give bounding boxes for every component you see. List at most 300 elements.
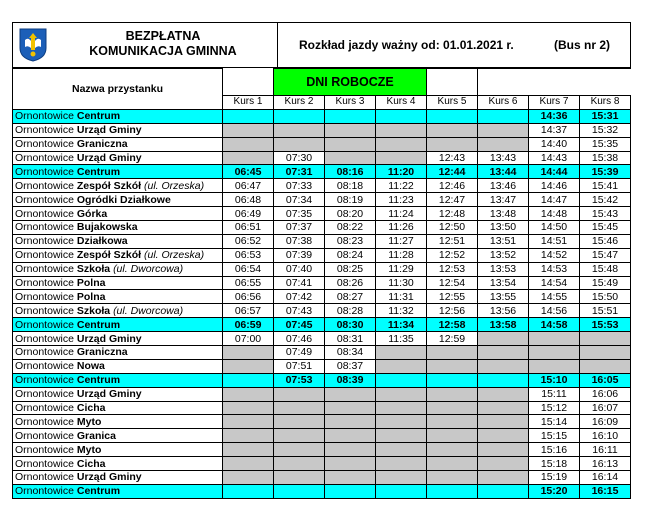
stop-name: Graniczna [76, 138, 128, 151]
header-spacer [223, 69, 274, 96]
departure-time: 12:54 [427, 276, 478, 290]
departure-time: 06:55 [223, 276, 274, 290]
stop-name: Ogródki Działkowe [76, 193, 171, 206]
departure-time [478, 123, 529, 137]
timetable-body [13, 109, 631, 498]
departure-time: 06:57 [223, 304, 274, 318]
departure-time: 12:55 [427, 290, 478, 304]
departure-time: 12:52 [427, 248, 478, 262]
departure-time: 15:47 [580, 248, 631, 262]
departure-time: 14:56 [529, 304, 580, 318]
stop-town: Ornontowice [15, 179, 74, 192]
departure-time [325, 401, 376, 415]
departure-time: 16:11 [580, 443, 631, 457]
departure-time: 14:53 [529, 262, 580, 276]
departure-time [376, 457, 427, 471]
stop-town: Ornontowice [15, 110, 74, 123]
departure-time [427, 137, 478, 151]
departure-time [223, 151, 274, 165]
departure-time [580, 346, 631, 360]
stop-name: Działkowa [76, 235, 128, 248]
departure-time: 15:14 [529, 415, 580, 429]
departure-time: 14:58 [529, 318, 580, 332]
stop-name-cell [13, 151, 223, 165]
departure-time [376, 443, 427, 457]
departure-time: 12:51 [427, 234, 478, 248]
kurs-header-6: Kurs 6 [478, 96, 529, 110]
departure-time: 15:46 [580, 234, 631, 248]
departure-time: 06:52 [223, 234, 274, 248]
bus-number: (Bus nr 2) [554, 38, 611, 52]
departure-time: 06:56 [223, 290, 274, 304]
departure-time: 15:19 [529, 471, 580, 485]
departure-time [427, 401, 478, 415]
departure-time: 06:48 [223, 193, 274, 207]
departure-time [223, 359, 274, 373]
departure-time: 07:40 [274, 262, 325, 276]
stop-name-cell [13, 221, 223, 235]
departure-time: 08:23 [325, 234, 376, 248]
departure-time [274, 137, 325, 151]
departure-time [427, 359, 478, 373]
stop-name-cell [13, 401, 223, 415]
stop-name-cell [13, 415, 223, 429]
departure-time: 15:35 [580, 137, 631, 151]
organization-name [51, 29, 275, 59]
departure-time: 14:43 [529, 151, 580, 165]
departure-time [478, 429, 529, 443]
departure-time: 06:49 [223, 207, 274, 221]
table-row [13, 373, 631, 387]
departure-time [274, 109, 325, 123]
departure-time: 07:53 [274, 373, 325, 387]
stop-name: Cicha [76, 402, 106, 415]
stop-town: Ornontowice [15, 290, 74, 303]
table-row [13, 332, 631, 346]
departure-time [478, 471, 529, 485]
stop-name: Polna [76, 290, 106, 303]
departure-time: 07:45 [274, 318, 325, 332]
stop-note: (ul. Dworcowa) [113, 263, 184, 276]
stop-name: Cicha [76, 457, 106, 470]
table-row [13, 346, 631, 360]
departure-time [223, 123, 274, 137]
departure-time [427, 373, 478, 387]
departure-time [376, 123, 427, 137]
departure-time: 08:25 [325, 262, 376, 276]
departure-time: 12:46 [427, 179, 478, 193]
departure-time [274, 484, 325, 498]
departure-time [427, 123, 478, 137]
kurs-header-5: Kurs 5 [427, 96, 478, 110]
departure-time: 08:24 [325, 248, 376, 262]
departure-time: 11:24 [376, 207, 427, 221]
stop-name-cell [13, 387, 223, 401]
stop-name-cell [13, 429, 223, 443]
departure-time: 15:32 [580, 123, 631, 137]
stop-town: Ornontowice [15, 249, 74, 262]
stop-name-cell [13, 207, 223, 221]
kurs-header-2: Kurs 2 [274, 96, 325, 110]
departure-time: 06:51 [223, 221, 274, 235]
stop-name-cell [13, 193, 223, 207]
stop-town: Ornontowice [15, 207, 74, 220]
stop-name-cell [13, 457, 223, 471]
departure-time: 15:18 [529, 457, 580, 471]
table-row [13, 429, 631, 443]
table-row [13, 471, 631, 485]
stop-name-cell [13, 179, 223, 193]
departure-time: 12:53 [427, 262, 478, 276]
stop-town: Ornontowice [15, 235, 74, 248]
stop-town: Ornontowice [15, 124, 74, 137]
departure-time: 08:27 [325, 290, 376, 304]
timetable [12, 68, 631, 499]
departure-time [325, 457, 376, 471]
departure-time: 07:41 [274, 276, 325, 290]
departure-time: 14:51 [529, 234, 580, 248]
departure-time: 13:58 [478, 318, 529, 332]
departure-time: 08:19 [325, 193, 376, 207]
departure-time [274, 401, 325, 415]
table-row [13, 415, 631, 429]
table-row [13, 484, 631, 498]
departure-time [478, 359, 529, 373]
kurs-header-3: Kurs 3 [325, 96, 376, 110]
departure-time: 07:46 [274, 332, 325, 346]
departure-time [274, 429, 325, 443]
departure-time [223, 484, 274, 498]
departure-time: 08:22 [325, 221, 376, 235]
departure-time [376, 346, 427, 360]
departure-time: 07:51 [274, 359, 325, 373]
stop-town: Ornontowice [15, 471, 74, 484]
stop-town: Ornontowice [15, 221, 74, 234]
departure-time [478, 457, 529, 471]
stop-name-cell [13, 332, 223, 346]
departure-time: 11:34 [376, 318, 427, 332]
departure-time [274, 415, 325, 429]
departure-time [325, 471, 376, 485]
departure-time [529, 332, 580, 346]
departure-time [325, 429, 376, 443]
departure-time [478, 415, 529, 429]
departure-time: 13:53 [478, 262, 529, 276]
departure-time [223, 471, 274, 485]
departure-time: 13:46 [478, 179, 529, 193]
departure-time [223, 401, 274, 415]
departure-time [580, 359, 631, 373]
departure-time: 07:42 [274, 290, 325, 304]
organization-line-2: KOMUNIKACJA GMINNA [89, 44, 237, 58]
departure-time [274, 457, 325, 471]
table-row [13, 304, 631, 318]
departure-time: 16:13 [580, 457, 631, 471]
departure-time: 12:58 [427, 318, 478, 332]
departure-time [223, 429, 274, 443]
departure-time [223, 457, 274, 471]
stop-note: (ul. Orzeska) [143, 179, 205, 192]
stop-town: Ornontowice [15, 193, 74, 206]
kurs-header-4: Kurs 4 [376, 96, 427, 110]
stop-note: (ul. Dworcowa) [113, 304, 184, 317]
departure-time: 15:38 [580, 151, 631, 165]
departure-time: 16:09 [580, 415, 631, 429]
departure-time [427, 415, 478, 429]
table-row [13, 151, 631, 165]
stop-town: Ornontowice [15, 318, 74, 331]
departure-time [427, 109, 478, 123]
departure-time: 14:36 [529, 109, 580, 123]
table-row [13, 165, 631, 179]
departure-time: 14:54 [529, 276, 580, 290]
departure-time: 14:37 [529, 123, 580, 137]
stop-town: Ornontowice [15, 402, 74, 415]
departure-time: 07:00 [223, 332, 274, 346]
departure-time [376, 415, 427, 429]
departure-time: 11:32 [376, 304, 427, 318]
departure-time: 13:52 [478, 248, 529, 262]
departure-time: 14:44 [529, 165, 580, 179]
stop-column-header: Nazwa przystanku [13, 69, 223, 110]
departure-time [223, 109, 274, 123]
departure-time: 08:30 [325, 318, 376, 332]
departure-time: 07:49 [274, 346, 325, 360]
departure-time [478, 332, 529, 346]
departure-time: 15:50 [580, 290, 631, 304]
stop-town: Ornontowice [15, 429, 74, 442]
departure-time [325, 151, 376, 165]
departure-time: 13:48 [478, 207, 529, 221]
stop-town: Ornontowice [15, 277, 74, 290]
departure-time [223, 373, 274, 387]
departure-time: 15:43 [580, 207, 631, 221]
stop-name-cell [13, 248, 223, 262]
departure-time: 07:37 [274, 221, 325, 235]
departure-time: 15:45 [580, 221, 631, 235]
table-row [13, 262, 631, 276]
table-row [13, 179, 631, 193]
departure-time: 13:56 [478, 304, 529, 318]
departure-time [376, 137, 427, 151]
stop-name-cell [13, 109, 223, 123]
departure-time [274, 471, 325, 485]
table-row [13, 318, 631, 332]
departure-time [325, 443, 376, 457]
departure-time: 14:50 [529, 221, 580, 235]
header-divider [277, 23, 278, 67]
departure-time: 11:23 [376, 193, 427, 207]
departure-time: 08:26 [325, 276, 376, 290]
departure-time: 14:48 [529, 207, 580, 221]
departure-time: 15:11 [529, 387, 580, 401]
departure-time: 12:44 [427, 165, 478, 179]
departure-time: 11:20 [376, 165, 427, 179]
departure-time: 15:48 [580, 262, 631, 276]
departure-time: 08:16 [325, 165, 376, 179]
header-box [12, 22, 631, 68]
day-type-label: DNI ROBOCZE [274, 69, 427, 96]
departure-time [529, 359, 580, 373]
departure-time [478, 137, 529, 151]
departure-time [427, 484, 478, 498]
stop-name-cell [13, 165, 223, 179]
departure-time [325, 123, 376, 137]
stop-name: Zespół Szkół [76, 249, 142, 262]
stop-name: Górka [76, 207, 108, 220]
stop-name: Centrum [76, 318, 121, 331]
stop-town: Ornontowice [15, 165, 74, 178]
stop-name-cell [13, 123, 223, 137]
table-row [13, 276, 631, 290]
table-row [13, 221, 631, 235]
table-row [13, 123, 631, 137]
departure-time: 11:29 [376, 262, 427, 276]
departure-time: 15:42 [580, 193, 631, 207]
departure-time: 15:20 [529, 484, 580, 498]
stop-name: Urząd Gminy [76, 471, 142, 484]
stop-name-cell [13, 373, 223, 387]
departure-time: 11:31 [376, 290, 427, 304]
departure-time [325, 137, 376, 151]
stop-name: Bujakowska [76, 221, 138, 234]
departure-time [325, 415, 376, 429]
departure-time [478, 109, 529, 123]
table-row [13, 290, 631, 304]
kurs-header-8: Kurs 8 [580, 96, 631, 110]
departure-time: 16:14 [580, 471, 631, 485]
departure-time [376, 429, 427, 443]
departure-time: 16:05 [580, 373, 631, 387]
stop-note: (ul. Orzeska) [143, 249, 205, 262]
departure-time: 07:33 [274, 179, 325, 193]
stop-name: Centrum [76, 374, 121, 387]
stop-name-cell [13, 290, 223, 304]
stop-town: Ornontowice [15, 388, 74, 401]
departure-time: 07:35 [274, 207, 325, 221]
departure-time [274, 443, 325, 457]
stop-name-cell [13, 262, 223, 276]
departure-time: 12:43 [427, 151, 478, 165]
stop-name-cell [13, 304, 223, 318]
departure-time: 12:47 [427, 193, 478, 207]
stop-name: Szkoła [76, 304, 111, 317]
stop-town: Ornontowice [15, 374, 74, 387]
table-row [13, 359, 631, 373]
departure-time: 14:55 [529, 290, 580, 304]
departure-time [478, 401, 529, 415]
stop-name: Myto [76, 443, 102, 456]
departure-time: 13:54 [478, 276, 529, 290]
departure-time: 15:49 [580, 276, 631, 290]
stop-name-cell [13, 346, 223, 360]
departure-time: 15:31 [580, 109, 631, 123]
validity-text: Rozkład jazdy ważny od: 01.01.2021 r. [299, 38, 514, 52]
departure-time: 08:20 [325, 207, 376, 221]
departure-time: 12:56 [427, 304, 478, 318]
header-blank-wide [478, 69, 631, 96]
departure-time: 11:30 [376, 276, 427, 290]
departure-time: 08:28 [325, 304, 376, 318]
departure-time [274, 387, 325, 401]
departure-time: 14:40 [529, 137, 580, 151]
departure-time: 15:15 [529, 429, 580, 443]
departure-time: 13:50 [478, 221, 529, 235]
departure-time [223, 387, 274, 401]
departure-time: 11:27 [376, 234, 427, 248]
departure-time: 15:10 [529, 373, 580, 387]
departure-time [478, 484, 529, 498]
stop-name: Zespół Szkół [76, 179, 142, 192]
departure-time: 07:38 [274, 234, 325, 248]
departure-time: 06:45 [223, 165, 274, 179]
departure-time: 15:39 [580, 165, 631, 179]
stop-name: Urząd Gminy [76, 124, 142, 137]
departure-time [427, 457, 478, 471]
departure-time: 12:50 [427, 221, 478, 235]
departure-time: 07:31 [274, 165, 325, 179]
departure-time [223, 443, 274, 457]
stop-town: Ornontowice [15, 263, 74, 276]
departure-time [376, 471, 427, 485]
stop-name-cell [13, 234, 223, 248]
stop-town: Ornontowice [15, 332, 74, 345]
departure-time: 08:37 [325, 359, 376, 373]
departure-time: 14:52 [529, 248, 580, 262]
departure-time: 13:43 [478, 151, 529, 165]
departure-time [325, 484, 376, 498]
departure-time [478, 387, 529, 401]
stop-town: Ornontowice [15, 152, 74, 164]
departure-time [223, 137, 274, 151]
departure-time: 16:15 [580, 484, 631, 498]
stop-name: Centrum [76, 110, 121, 123]
stop-town: Ornontowice [15, 485, 74, 498]
stop-name: Szkoła [76, 263, 111, 276]
table-row [13, 457, 631, 471]
departure-time: 11:22 [376, 179, 427, 193]
departure-time [478, 373, 529, 387]
departure-time [478, 346, 529, 360]
departure-time [427, 429, 478, 443]
departure-time: 13:44 [478, 165, 529, 179]
departure-time: 15:53 [580, 318, 631, 332]
stop-name-cell [13, 443, 223, 457]
departure-time: 08:31 [325, 332, 376, 346]
table-row [13, 207, 631, 221]
stop-name-cell [13, 276, 223, 290]
departure-time: 11:26 [376, 221, 427, 235]
stop-name: Myto [76, 415, 102, 428]
stop-name: Centrum [76, 165, 121, 178]
departure-time: 15:51 [580, 304, 631, 318]
stop-name: Urząd Gminy [76, 152, 142, 164]
table-row [13, 193, 631, 207]
departure-time [427, 443, 478, 457]
stop-name-cell [13, 471, 223, 485]
table-row [13, 443, 631, 457]
stop-town: Ornontowice [15, 138, 74, 151]
stop-town: Ornontowice [15, 457, 74, 470]
departure-time: 07:34 [274, 193, 325, 207]
departure-time [376, 151, 427, 165]
departure-time: 06:53 [223, 248, 274, 262]
departure-time [376, 387, 427, 401]
departure-time: 11:28 [376, 248, 427, 262]
departure-time [427, 471, 478, 485]
departure-time: 13:51 [478, 234, 529, 248]
departure-time [376, 109, 427, 123]
